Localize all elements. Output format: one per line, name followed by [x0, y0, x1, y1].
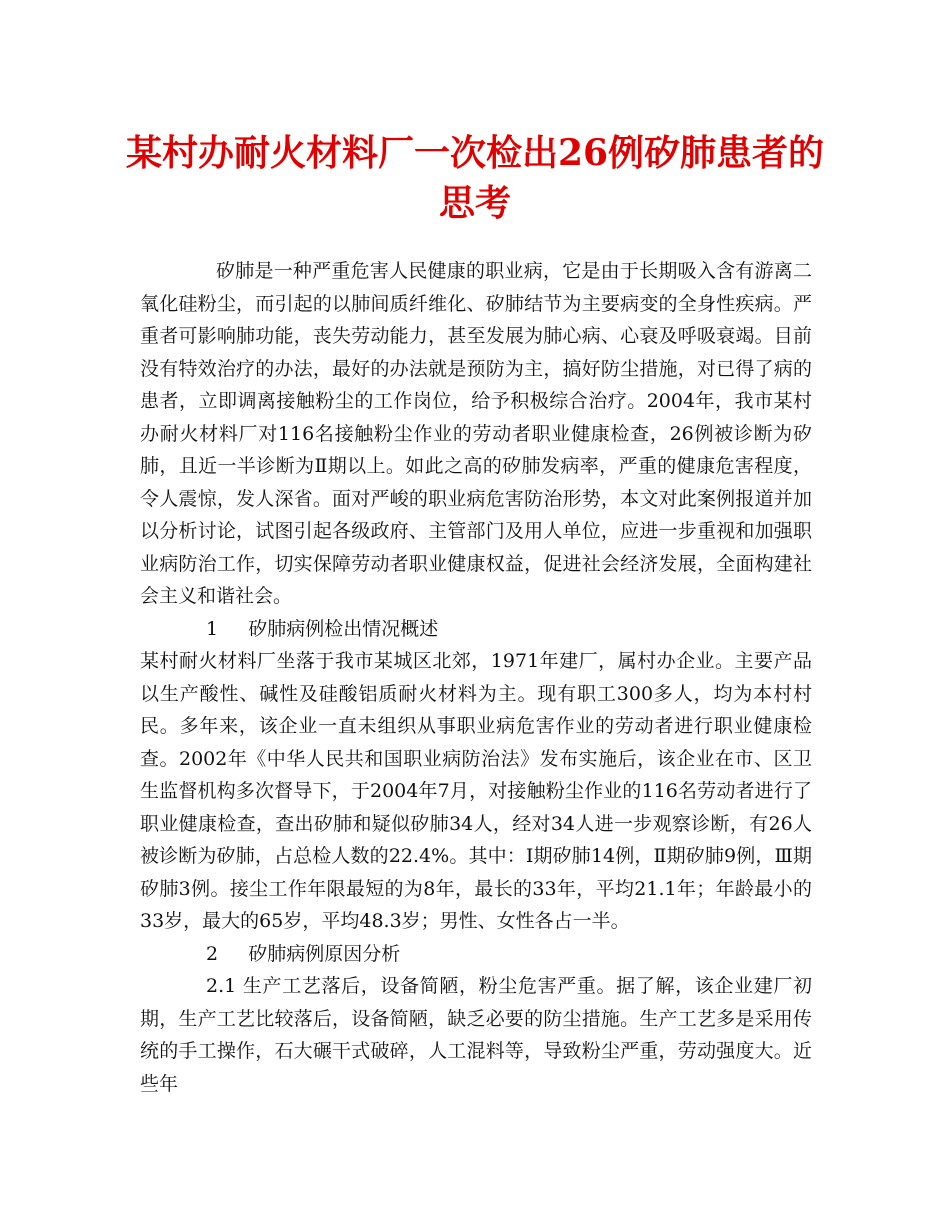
section-2-1-text: 生产工艺落后，设备简陋，粉尘危害严重。据了解，该企业建厂初期，生产工艺比较落后，设备简陋，缺乏必要的防尘措施。生产工艺多是采用传统的手工操作，石大碾干式破碎，人工混料等，导致粉尘严重，劳动强度大。近些年 [140, 975, 812, 1095]
document-body [140, 255, 812, 1100]
section-2-number: 2 [206, 942, 219, 965]
section-1-number: 1 [206, 617, 219, 640]
section-2-1-paragraph [140, 970, 812, 1100]
section-1-heading [140, 613, 812, 646]
section-2-heading [140, 938, 812, 971]
document-title: 某村办耐火材料厂一次检出26例矽肺患者的思考 [125, 132, 825, 224]
section-1-title: 矽肺病例检出情况概述 [248, 617, 439, 640]
section-2-title: 矽肺病例原因分析 [248, 942, 401, 965]
section-2-1-number: 2.1 [206, 975, 237, 997]
intro-paragraph: 矽肺是一种严重危害人民健康的职业病，它是由于长期吸入含有游离二氧化硅粉尘，而引起的以肺间质纤维化、矽肺结节为主要病变的全身性疾病。严重者可影响肺功能，丧失劳动能力，甚至发展为肺心病、心衰及呼吸衰竭。目前没有特效治疗的办法，最好的办法就是预防为主，搞好防尘措施，对已得了病的患者，立即调离接触粉尘的工作岗位，给予积极综合治疗。2004年，我市某村办耐火材料厂对116名接触粉尘作业的劳动者职业健康检查，26例被诊断为矽肺，且近一半诊断为Ⅱ期以上。如此之高的矽肺发病率，严重的健康危害程度，令人震惊，发人深省。面对严峻的职业病危害防治形势，本文对此案例报道并加以分析讨论，试图引起各级政府、主管部门及用人单位，应进一步重视和加强职业病防治工作，切实保障劳动者职业健康权益，促进社会经济发展，全面构建社会主义和谐社会。 [140, 260, 812, 607]
section-1-paragraph: 某村耐火材料厂坐落于我市某城区北郊，1971年建厂，属村办企业。主要产品以生产酸性、碱性及硅酸铝质耐火材料为主。现有职工300多人，均为本村村民。多年来，该企业一直未组织从事职业病危害作业的劳动者进行职业健康检查。2002年《中华人民共和国职业病防治法》发布实施后，该企业在市、区卫生监督机构多次督导下，于2004年7月，对接触粉尘作业的116名劳动者进行了职业健康检查，查出矽肺和疑似矽肺34人，经对34人进一步观察诊断，有26人被诊断为矽肺，占总检人数的22.4%。其中：Ⅰ期矽肺14例，Ⅱ期矽肺9例，Ⅲ期矽肺3例。接尘工作年限最短的为8年，最长的33年，平均21.1年；年龄最小的33岁，最大的65岁，平均48.3岁；男性、女性各占一半。 [140, 650, 812, 932]
